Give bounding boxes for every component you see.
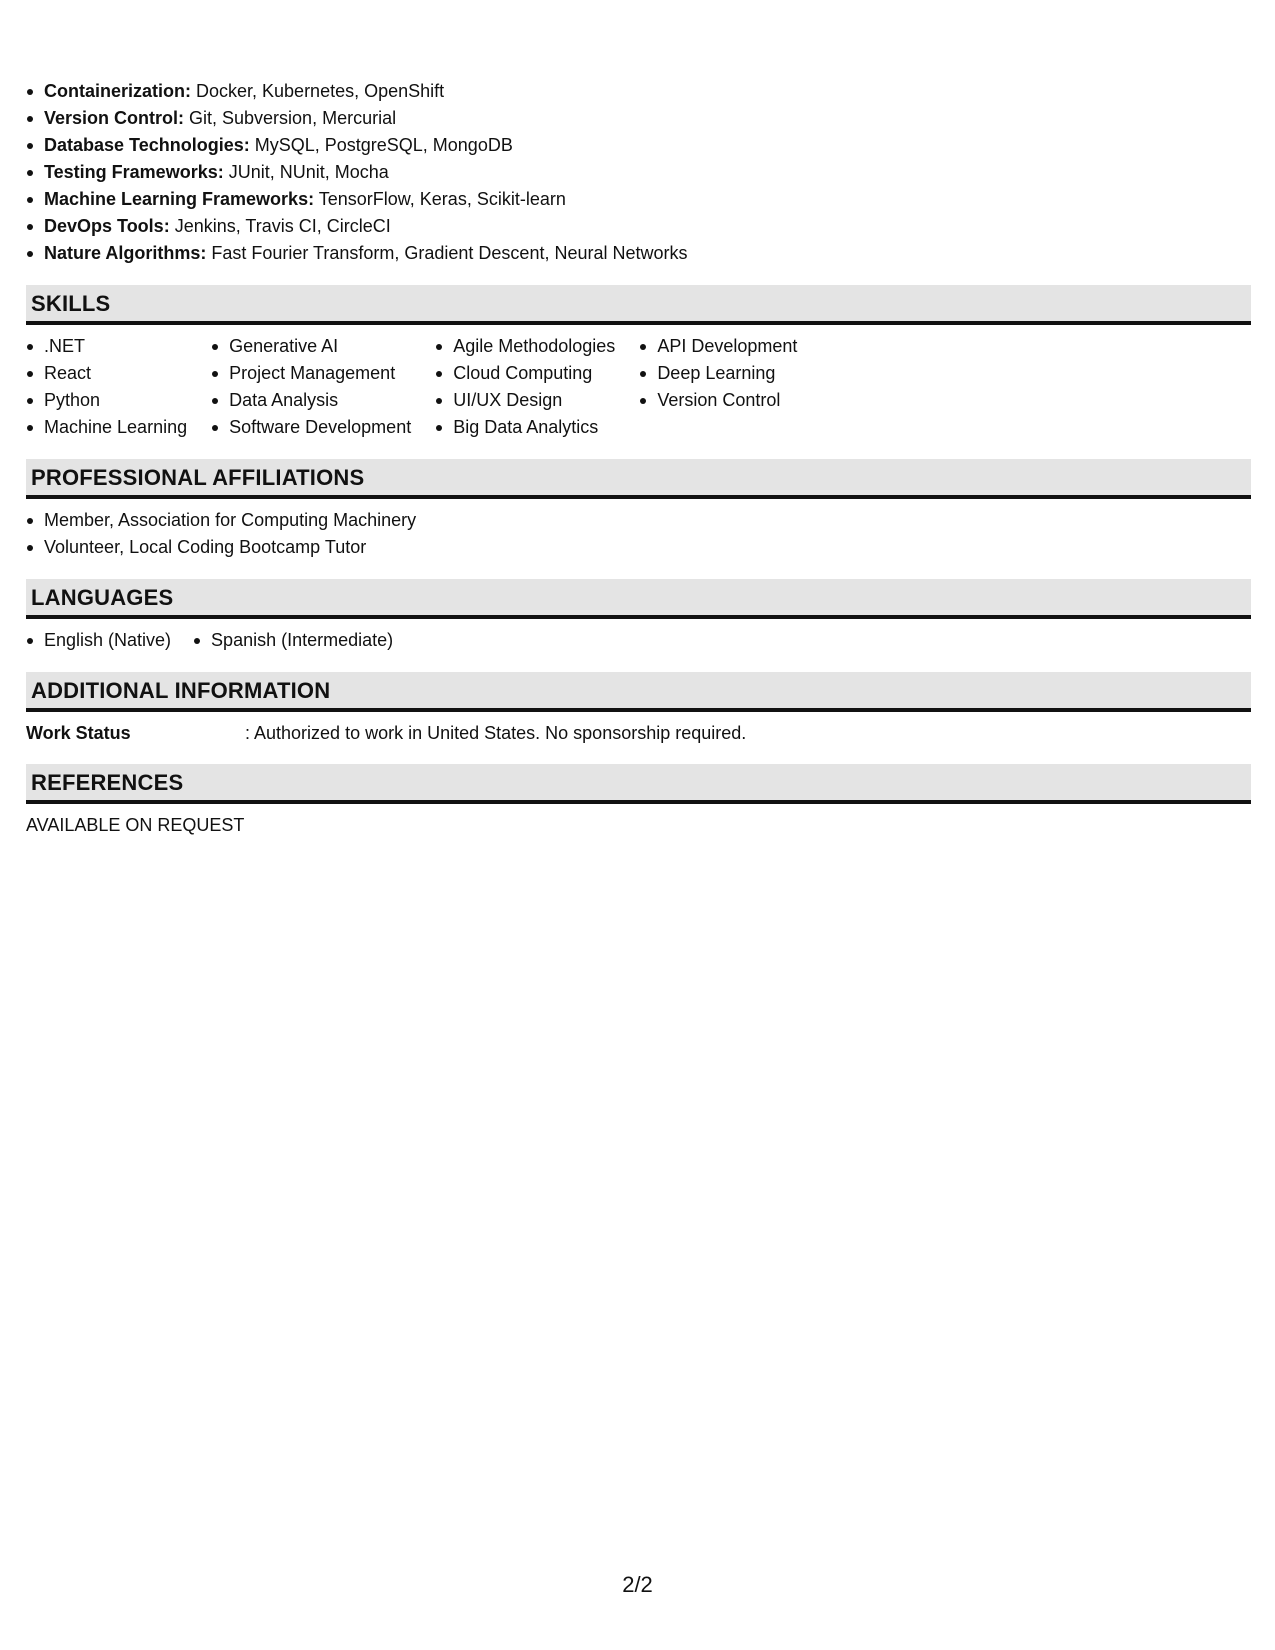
skills-grid bbox=[26, 333, 1251, 441]
list-item: Testing Frameworks: JUnit, NUnit, Mocha bbox=[26, 159, 1251, 186]
skill-item: React bbox=[26, 360, 187, 387]
skill-item: Deep Learning bbox=[639, 360, 797, 387]
resume-page bbox=[26, 78, 1251, 838]
skill-item: Generative AI bbox=[211, 333, 411, 360]
list-item: Version Control: Git, Subversion, Mercurial bbox=[26, 105, 1251, 132]
skill-item: API Development bbox=[639, 333, 797, 360]
skills-section-header bbox=[26, 285, 1251, 325]
skills-column bbox=[211, 333, 411, 441]
skills-column bbox=[26, 333, 187, 441]
section-title: ADDITIONAL INFORMATION bbox=[31, 678, 331, 703]
references-text: AVAILABLE ON REQUEST bbox=[26, 815, 245, 835]
languages-section-header bbox=[26, 579, 1251, 619]
list-item: Database Technologies: MySQL, PostgreSQL, MongoDB bbox=[26, 132, 1251, 159]
section-title: SKILLS bbox=[31, 291, 111, 316]
languages-list bbox=[26, 627, 1251, 654]
page-number: 2/2 bbox=[622, 1572, 653, 1597]
section-title: REFERENCES bbox=[31, 770, 184, 795]
work-status-row bbox=[26, 720, 1251, 746]
list-item: Containerization: Docker, Kubernetes, OpenShift bbox=[26, 78, 1251, 105]
section-title: LANGUAGES bbox=[31, 585, 174, 610]
language-item: Spanish (Intermediate) bbox=[193, 627, 393, 654]
affiliation-item: Member, Association for Computing Machinery bbox=[26, 507, 1251, 534]
affiliation-item: Volunteer, Local Coding Bootcamp Tutor bbox=[26, 534, 1251, 561]
language-item: English (Native) bbox=[26, 627, 171, 654]
skills-column bbox=[435, 333, 615, 441]
skill-item: Cloud Computing bbox=[435, 360, 615, 387]
affiliations-section-header bbox=[26, 459, 1251, 499]
list-item: Nature Algorithms: Fast Fourier Transform, Gradient Descent, Neural Networks bbox=[26, 240, 1251, 267]
work-status-value: : Authorized to work in United States. No sponsorship required. bbox=[245, 723, 747, 743]
skill-item: Data Analysis bbox=[211, 387, 411, 414]
references-section-header bbox=[26, 764, 1251, 804]
skill-item: Machine Learning bbox=[26, 414, 187, 441]
affiliations-list bbox=[26, 507, 1251, 561]
skills-column bbox=[639, 333, 797, 441]
skill-item: .NET bbox=[26, 333, 187, 360]
additional-info-section-header bbox=[26, 672, 1251, 712]
skill-item: UI/UX Design bbox=[435, 387, 615, 414]
skill-item: Project Management bbox=[211, 360, 411, 387]
skill-item: Software Development bbox=[211, 414, 411, 441]
section-title: PROFESSIONAL AFFILIATIONS bbox=[31, 465, 365, 490]
work-status-label: Work Status bbox=[26, 723, 131, 743]
skill-item: Version Control bbox=[639, 387, 797, 414]
list-item: DevOps Tools: Jenkins, Travis CI, CircleCI bbox=[26, 213, 1251, 240]
skill-item: Python bbox=[26, 387, 187, 414]
skill-item: Big Data Analytics bbox=[435, 414, 615, 441]
list-item: Machine Learning Frameworks: TensorFlow, Keras, Scikit-learn bbox=[26, 186, 1251, 213]
technical-skills-list bbox=[26, 78, 1251, 267]
skill-item: Agile Methodologies bbox=[435, 333, 615, 360]
